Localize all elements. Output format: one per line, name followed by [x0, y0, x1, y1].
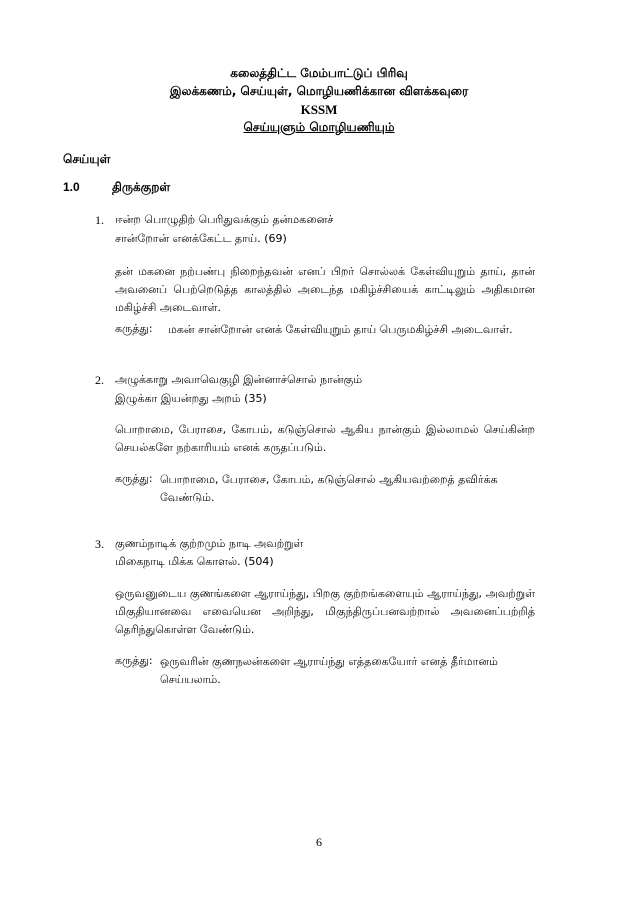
moral-text: மகன் சான்றோன் எனக் கேள்வியுறும் தாய் பெருமகிழ்ச்சி அடைவாள். — [168, 323, 513, 336]
subsection-title: திருக்குறள் — [112, 180, 171, 194]
item-number: 3. — [95, 537, 104, 551]
section-title: செய்யுள் — [63, 152, 111, 166]
moral-label: கருத்து: — [115, 322, 153, 335]
page-number: 6 — [316, 835, 322, 849]
meaning-paragraph: தன் மகனை நற்பண்பு நிறைந்தவன் எனப் பிறர் சொல்லக் கேள்வியுறும் தாய், தான் அவனைப் பெற்றெடுத்த காலத்தில் அடைந்த மகிழ்ச்சியைக் காட்டிலும் அதிகமான மகிழ்ச்சி அடைவாள். — [115, 265, 535, 314]
moral-text: பொறாமை, பேராசை, கோபம், கடுஞ்சொல் ஆகியவற்றைத் தவிர்க்க வேண்டும். — [160, 473, 498, 504]
subsection-number: 1.0 — [63, 180, 80, 194]
moral-label: கருத்து: — [115, 472, 153, 485]
moral-text: ஒருவரின் குணநலன்களை ஆராய்ந்து எத்தகையோர் எனத் தீர்மானம் செய்யலாம். — [160, 655, 498, 686]
moral-label: கருத்து: — [115, 654, 153, 667]
meaning-paragraph: பொறாமை, பேராசை, கோபம், கடுஞ்சொல் ஆகிய நான்கும் இல்லாமல் செய்கின்ற செயல்களே நற்காரியம் எனக் கருதப்படும். — [115, 423, 535, 454]
verse-line: அழுக்காறு அவாவெகுழி இன்னாச்சொல் நான்கும் — [115, 373, 363, 386]
verse-line: மிகைநாடி மிக்க கொளல். (504) — [115, 555, 274, 568]
verse-line: இழுக்கா இயன்றது அறம் (35) — [115, 392, 267, 405]
header-line-4: செய்யுளும் மொழியணியும் — [243, 120, 395, 134]
header-line-2: இலக்கணம், செய்யுள், மொழியணிக்கான விளக்கவுரை — [169, 84, 469, 98]
verse-line: சான்றோன் எனக்கேட்ட தாய். (69) — [115, 232, 287, 245]
header-line-1: கலைத்திட்ட மேம்பாட்டுப் பிரிவு — [230, 66, 408, 80]
item-number: 1. — [95, 213, 104, 227]
meaning-paragraph: ஒருவனுடைய குணங்களை ஆராய்ந்து, பிறகு குற்றங்களையும் ஆராய்ந்து, அவற்றுள் மிகுதியானவை எவையென அறிந்து, மிகுந்திருப்பனவற்றால் அவனைப்பற்றித் தெரிந்துகொள்ள வேண்டும். — [115, 587, 535, 636]
header-line-3: KSSM — [300, 102, 338, 117]
verse-line: ஈன்ற பொழுதிற் பெரிதுவக்கும் தன்மகனைச் — [115, 213, 334, 226]
item-number: 2. — [95, 373, 104, 387]
verse-line: குணம்நாடிக் குற்றமும் நாடி அவற்றுள் — [115, 537, 304, 550]
